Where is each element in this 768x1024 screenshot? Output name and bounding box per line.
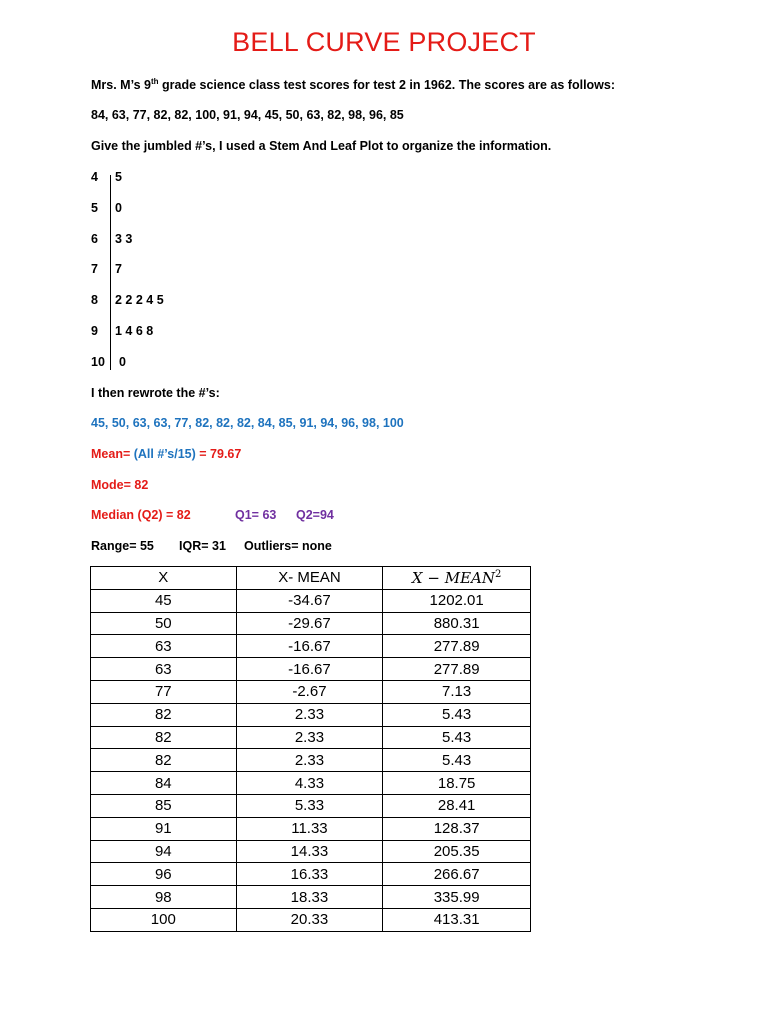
table-row [91, 794, 531, 817]
median-value: Median (Q2) = 82 [91, 508, 191, 522]
cell-x: 100 [91, 908, 237, 931]
table-row [91, 680, 531, 703]
stem: 9 [91, 324, 98, 338]
cell-x: 91 [91, 817, 237, 840]
header-x-mean-squared [383, 567, 531, 590]
table-row [91, 840, 531, 863]
table-row [91, 749, 531, 772]
cell-squared: 5.43 [383, 726, 531, 749]
header-x: X [91, 567, 237, 590]
cell-x: 98 [91, 886, 237, 909]
cell-x-minus-mean: 2.33 [236, 749, 383, 772]
cell-x: 50 [91, 612, 237, 635]
table-row [91, 612, 531, 635]
leaves: 2 2 2 4 5 [115, 293, 164, 307]
table-row [91, 658, 531, 681]
leaves: 3 3 [115, 232, 133, 246]
table-row [91, 908, 531, 931]
mean-label: Mean= [91, 447, 134, 461]
intro-part2: grade science class test scores for test 2 in 1962. The scores are as follows: [158, 78, 616, 92]
intro-part1: Mrs. M’s 9 [91, 78, 151, 92]
table-row [91, 589, 531, 612]
cell-squared: 266.67 [383, 863, 531, 886]
intro-sup: th [150, 77, 159, 86]
outliers-value: Outliers= none [244, 539, 332, 553]
mode-line: Mode= 82 [91, 478, 149, 492]
intro-text [91, 78, 615, 92]
cell-x: 77 [91, 680, 237, 703]
cell-x: 85 [91, 794, 237, 817]
mean-formula: (All #’s/15) [133, 447, 196, 461]
cell-squared: 5.43 [383, 749, 531, 772]
deviation-table [90, 566, 531, 932]
mean-line [91, 447, 241, 461]
range-value: Range= 55 [91, 539, 154, 553]
rewrote-label: I then rewrote the #’s: [91, 386, 220, 400]
q1-value: Q1= 63 [235, 508, 277, 522]
stem: 6 [91, 232, 98, 246]
cell-x: 63 [91, 658, 237, 681]
cell-x-minus-mean: 2.33 [236, 703, 383, 726]
stem: 10 [91, 355, 105, 369]
cell-x-minus-mean: 4.33 [236, 772, 383, 795]
leaves: 5 [115, 170, 122, 184]
cell-x-minus-mean: 5.33 [236, 794, 383, 817]
q2-value: Q2=94 [296, 508, 334, 522]
cell-x: 82 [91, 749, 237, 772]
leaves: 0 [119, 355, 126, 369]
table-row [91, 863, 531, 886]
cell-squared: 128.37 [383, 817, 531, 840]
cell-squared: 205.35 [383, 840, 531, 863]
stem-leaf-intro: Give the jumbled #’s, I used a Stem And Leaf Plot to organize the information. [91, 139, 552, 153]
cell-x-minus-mean: -16.67 [236, 658, 383, 681]
cell-x: 82 [91, 703, 237, 726]
cell-x: 84 [91, 772, 237, 795]
scores-line: 84, 63, 77, 82, 82, 100, 91, 94, 45, 50, 63, 82, 98, 96, 85 [91, 108, 404, 122]
cell-squared: 5.43 [383, 703, 531, 726]
cell-squared: 18.75 [383, 772, 531, 795]
stem: 5 [91, 201, 98, 215]
cell-squared: 28.41 [383, 794, 531, 817]
cell-x-minus-mean: -16.67 [236, 635, 383, 658]
header-x-mean: X- MEAN [236, 567, 383, 590]
cell-x-minus-mean: 18.33 [236, 886, 383, 909]
header-exponent: 2 [494, 568, 502, 580]
stem: 4 [91, 170, 98, 184]
table-body [91, 589, 531, 931]
cell-x-minus-mean: 20.33 [236, 908, 383, 931]
table-row [91, 726, 531, 749]
cell-x: 94 [91, 840, 237, 863]
leaves: 7 [115, 262, 122, 276]
cell-x-minus-mean: 14.33 [236, 840, 383, 863]
cell-squared: 277.89 [383, 635, 531, 658]
cell-squared: 335.99 [383, 886, 531, 909]
iqr-value: IQR= 31 [179, 539, 226, 553]
cell-x: 82 [91, 726, 237, 749]
cell-x-minus-mean: -2.67 [236, 680, 383, 703]
table-row [91, 635, 531, 658]
table-header-row [91, 567, 531, 590]
median-line [91, 508, 334, 522]
mean-value: = 79.67 [195, 447, 242, 461]
page-title: BELL CURVE PROJECT [232, 27, 536, 57]
cell-squared: 413.31 [383, 908, 531, 931]
table-row [91, 772, 531, 795]
leaves: 1 4 6 8 [115, 324, 154, 338]
cell-x: 45 [91, 589, 237, 612]
cell-squared: 880.31 [383, 612, 531, 635]
header-math-text: X − MEAN [411, 568, 495, 587]
cell-squared: 7.13 [383, 680, 531, 703]
stem: 7 [91, 262, 98, 276]
cell-x: 63 [91, 635, 237, 658]
table-row [91, 817, 531, 840]
table-row [91, 703, 531, 726]
cell-squared: 1202.01 [383, 589, 531, 612]
table-row [91, 886, 531, 909]
cell-x-minus-mean: 11.33 [236, 817, 383, 840]
cell-squared: 277.89 [383, 658, 531, 681]
cell-x: 96 [91, 863, 237, 886]
cell-x-minus-mean: 2.33 [236, 726, 383, 749]
cell-x-minus-mean: -34.67 [236, 589, 383, 612]
range-line [91, 539, 332, 553]
cell-x-minus-mean: -29.67 [236, 612, 383, 635]
leaves: 0 [115, 201, 122, 215]
cell-x-minus-mean: 16.33 [236, 863, 383, 886]
stem: 8 [91, 293, 98, 307]
sorted-scores: 45, 50, 63, 63, 77, 82, 82, 82, 84, 85, 91, 94, 96, 98, 100 [91, 416, 404, 430]
